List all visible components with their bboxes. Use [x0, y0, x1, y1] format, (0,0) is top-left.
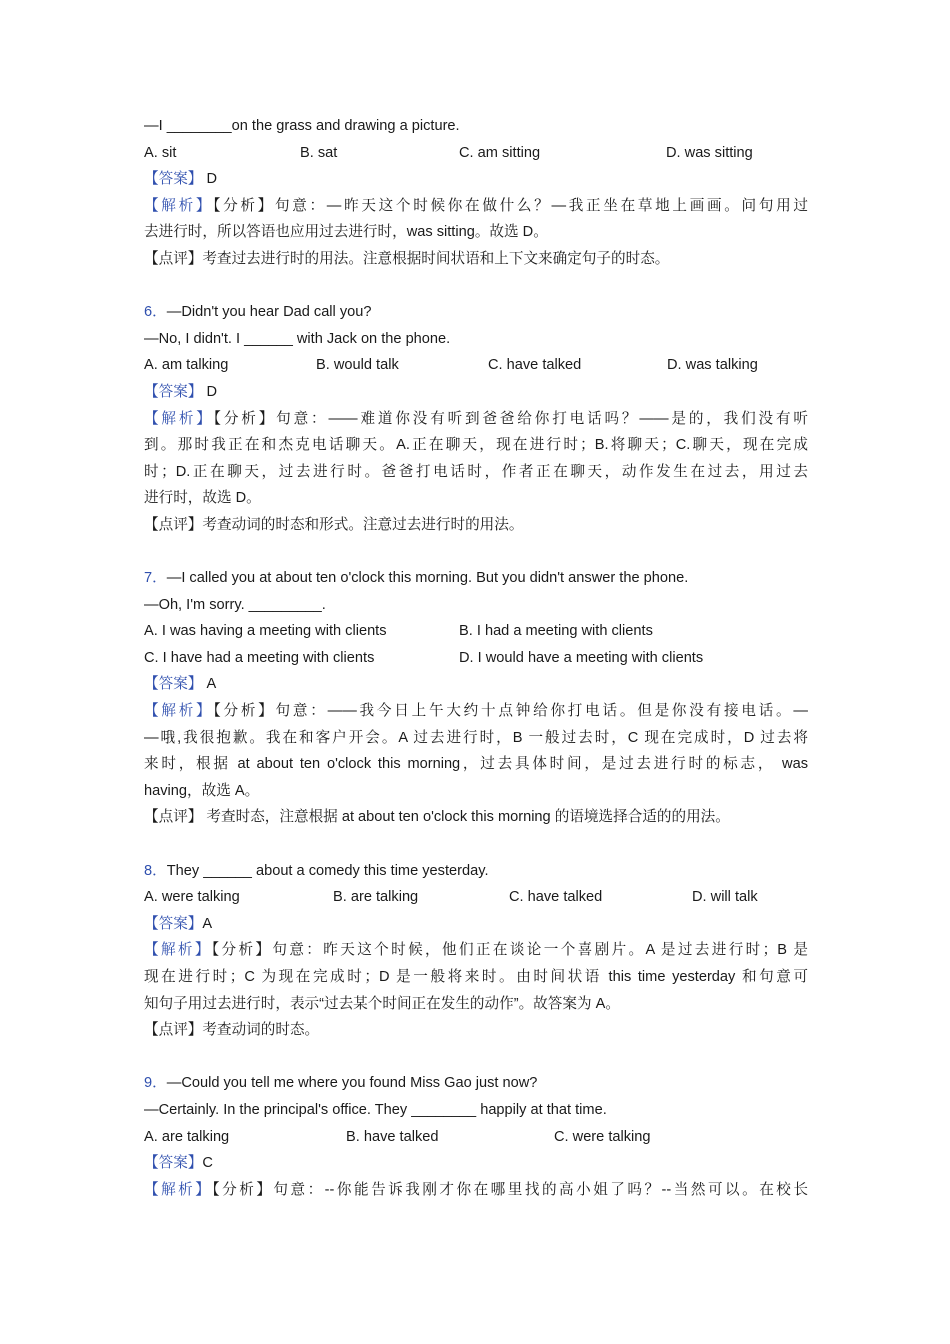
- question-text: —Didn't you hear Dad call you?: [166, 304, 372, 321]
- analysis-text: 【分析】句意：——难道你没有听到爸爸给你打电话吗？——是的，我们没有听: [213, 410, 808, 427]
- question-number: 9．: [144, 1075, 167, 1092]
- q7-answer: [144, 671, 808, 698]
- analysis-label: 【解析】: [144, 1181, 213, 1198]
- q7-options-row-2: [144, 645, 808, 672]
- q7-question: [144, 565, 808, 592]
- q6-option-a: A. am talking: [144, 357, 229, 374]
- q9-analysis-line: [144, 1177, 808, 1204]
- q7-options-row-1: [144, 618, 808, 645]
- q6-answer: [144, 379, 808, 406]
- q6-analysis-line: 时；D.正在聊天，过去进行时。爸爸打电话时，作者正在聊天，动作发生在过去，用过去: [144, 463, 808, 480]
- q5-option-a: A. sit: [144, 144, 177, 161]
- q9-option-a: A. are talking: [144, 1128, 230, 1145]
- q9-option-b: B. have talked: [346, 1128, 439, 1145]
- question-number: 7．: [144, 570, 167, 587]
- q8-comment: 【点评】考查动词的时态。: [144, 1022, 320, 1039]
- q6-comment: 【点评】考查动词的时态和形式。注意过去进行时的用法。: [144, 516, 524, 533]
- q6-question: [144, 299, 808, 326]
- analysis-text: 【分析】句意：——我今日上午大约十点钟给你打电话。但是你没有接电话。—: [213, 703, 808, 720]
- analysis-text: 【分析】句意：—昨天这个时候你在做什么？—我正坐在草地上画画。问句用过: [213, 197, 808, 214]
- q7-analysis-line: [144, 698, 808, 725]
- q7-analysis-line: having，故选 A。: [144, 782, 260, 799]
- answer-label: 【答案】: [144, 915, 203, 932]
- q6-option-d: D. was talking: [667, 357, 758, 374]
- analysis-label: 【解析】: [144, 410, 214, 427]
- answer-label: 【答案】: [144, 171, 203, 188]
- q5-options: [144, 140, 808, 167]
- q5-answer: [144, 166, 808, 193]
- q5-option-b: B. sat: [300, 144, 338, 161]
- q6-analysis-line: 到。那时我正在和杰克电话聊天。A.正在聊天，现在进行时；B.将聊天；C.聊天，现在完成: [144, 437, 808, 454]
- q8-analysis-line: [144, 937, 808, 964]
- question-text: —I called you at about ten o'clock this morning. But you didn't answer the phone.: [166, 570, 689, 587]
- question-text: They ______ about a comedy this time yesterday.: [166, 862, 489, 879]
- q8-analysis-line: 知句子用过去进行时，表示“过去某个时间正在发生的动作”。故答案为 A。: [144, 995, 620, 1012]
- question-number: 8．: [144, 862, 167, 879]
- answer-label: 【答案】: [144, 1155, 203, 1172]
- q6-option-c: C. have talked: [488, 357, 582, 374]
- answer-value: A: [202, 915, 213, 932]
- q8-option-a: A. were talking: [144, 889, 240, 906]
- q8-option-c: C. have talked: [509, 889, 603, 906]
- q8-options: [144, 884, 808, 911]
- q5-option-c: C. am sitting: [459, 144, 541, 161]
- q8-answer: [144, 911, 808, 938]
- q6-options: [144, 352, 808, 379]
- q7-option-b: B. I had a meeting with clients: [459, 623, 653, 640]
- q9-reply: —Certainly. In the principal's office. They ________ happily at that time.: [144, 1101, 607, 1118]
- q8-option-b: B. are talking: [333, 889, 419, 906]
- q7-analysis-line: —哦,我很抱歉。我在和客户开会。A 过去进行时，B 一般过去时，C 现在完成时，D 过去将: [144, 729, 808, 746]
- answer-value: D: [206, 171, 217, 188]
- question-text: —Could you tell me where you found Miss Gao just now?: [166, 1075, 538, 1092]
- q9-question: [144, 1070, 808, 1097]
- q6-analysis-line: [144, 406, 808, 433]
- q9-option-c: C. were talking: [554, 1128, 651, 1145]
- analysis-text: 【分析】句意：昨天这个时候，他们正在谈论一个喜剧片。A 是过去进行时；B 是: [211, 942, 808, 959]
- q9-answer: [144, 1150, 808, 1177]
- answer-value: A: [206, 676, 217, 693]
- analysis-label: 【解析】: [144, 703, 214, 720]
- q7-reply: —Oh, I'm sorry. _________.: [144, 596, 326, 613]
- q9-options: [144, 1124, 808, 1151]
- q5-option-d: D. was sitting: [666, 144, 753, 161]
- answer-label: 【答案】: [144, 676, 203, 693]
- answer-value: C: [202, 1155, 213, 1172]
- answer-value: D: [206, 383, 217, 400]
- analysis-label: 【解析】: [144, 197, 214, 214]
- q6-option-b: B. would talk: [316, 357, 399, 374]
- q7-option-d: D. I would have a meeting with clients: [459, 649, 704, 666]
- q7-analysis-line: 来时，根据 at about ten o'clock this morning，过去具体时间，是过去进行时的标志， was: [144, 756, 808, 773]
- q5-reply: —I ________on the grass and drawing a picture.: [144, 118, 460, 134]
- q6-analysis-line: 进行时，故选 D。: [144, 490, 261, 507]
- q5-comment: 【点评】考查过去进行时的用法。注意根据时间状语和上下文来确定句子的时态。: [144, 250, 670, 267]
- q7-comment: 【点评】 考查时态，注意根据 at about ten o'clock this morning 的语境选择合适的的用法。: [144, 809, 730, 826]
- q5-analysis-line: 去进行时，所以答语也应用过去进行时，was sitting。故选 D。: [144, 224, 548, 241]
- analysis-text: 【分析】句意：--你能告诉我刚才你在哪里找的高小姐了吗？--当然可以。在校长: [212, 1181, 808, 1198]
- q7-option-c: C. I have had a meeting with clients: [144, 649, 375, 666]
- q8-analysis-line: 现在进行时；C 为现在完成时；D 是一般将来时。由时间状语 this time yesterday 和句意可: [144, 969, 808, 985]
- question-number: 6．: [144, 304, 167, 321]
- q5-analysis-line: [144, 193, 808, 220]
- analysis-label: 【解析】: [144, 942, 212, 959]
- answer-label: 【答案】: [144, 383, 203, 400]
- q8-option-d: D. will talk: [692, 889, 758, 906]
- document-page: [144, 113, 808, 1203]
- q7-option-a: A. I was having a meeting with clients: [144, 623, 387, 640]
- q6-reply: —No, I didn't. I ______ with Jack on the phone.: [144, 330, 451, 347]
- q8-question: [144, 858, 808, 885]
